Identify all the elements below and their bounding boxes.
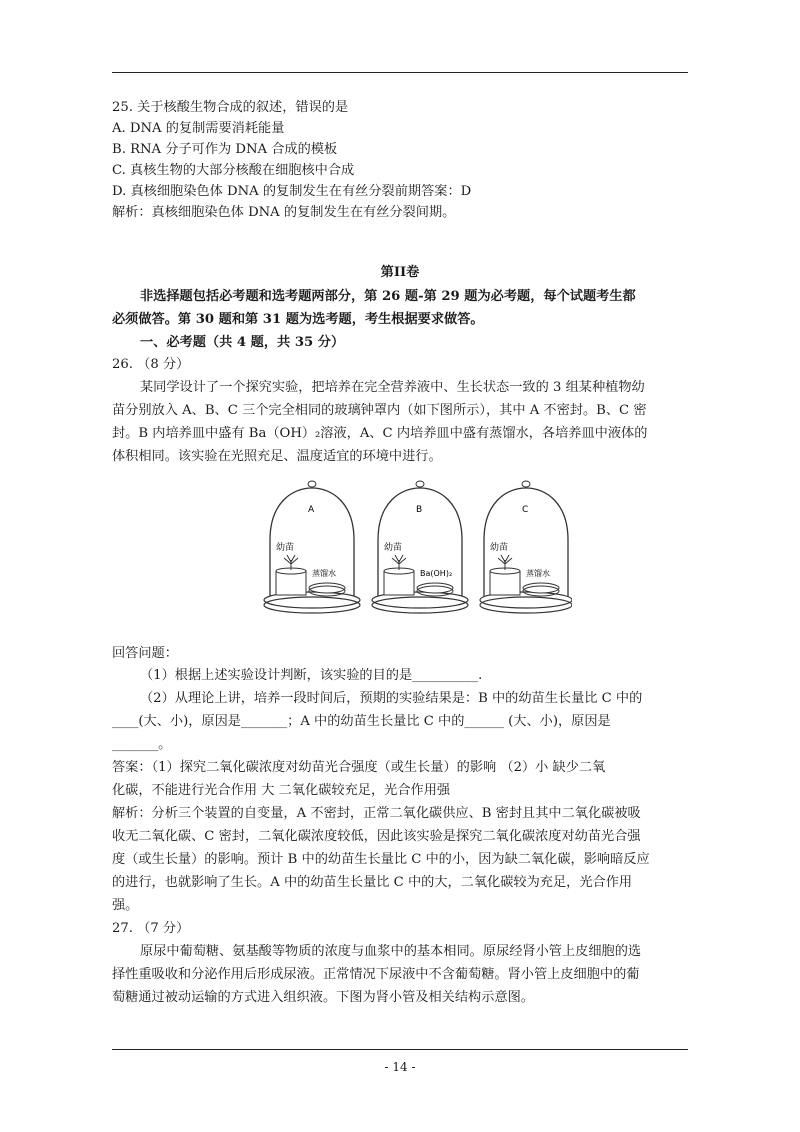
page-number: - 14 - (384, 1060, 416, 1074)
q25-option-c: C. 真核生物的大部分核酸在细胞核中合成 (112, 163, 355, 178)
footer-rule (112, 1049, 688, 1050)
bell-jar-figure (262, 478, 572, 628)
q26-stem-line2: 苗分别放入 A、B、C 三个完全相同的玻璃钟罩内（如下图所示），其中 A 不密封。B、C 密 (112, 403, 647, 418)
q26-analysis-line3: 度（或生长量）的影响。预计 B 中的幼苗生长量比 C 中的小，因为缺二氧化碳，影响暗反应 (112, 852, 650, 867)
section-sub-title: 一、必考题（共 4 题，共 35 分） (140, 335, 345, 350)
jar-c-plant-label: 幼苗 (490, 543, 509, 553)
jar-c-dish-label: 蒸馏水 (526, 569, 550, 578)
jar-a (264, 481, 360, 613)
q27-number: 27. （7 分） (112, 921, 190, 936)
q27-stem-line1: 原尿中葡萄糖、氨基酸等物质的浓度与血浆中的基本相同。原尿经肾小管上皮细胞的选 (140, 944, 642, 959)
q26-stem-line4: 体积相同。该实验在光照充足、温度适宜的环境中进行。 (112, 449, 442, 464)
q26-analysis-line4: 的进行，也就影响了生长。A 中的幼苗生长量比 C 中的大，二氧化碳较为充足，光合作用 (112, 875, 633, 890)
section-intro-line2: 必须做答。第 30 题和第 31 题为选考题，考生根据要求做答。 (112, 312, 484, 327)
jar-b-label: B (416, 505, 423, 515)
section-intro-line1: 非选择题包括必考题和选考题两部分，第 26 题-第 29 题为必考题，每个试题考生都 (140, 289, 636, 304)
jar-c-label: C (522, 505, 529, 515)
q25-analysis: 解析：真核细胞染色体 DNA 的复制发生在有丝分裂间期。 (112, 205, 456, 220)
q25-option-a: A. DNA 的复制需要消耗能量 (112, 121, 285, 136)
q26-sub1: （1）根据上述实验设计判断，该实验的目的是__________. (140, 668, 483, 683)
q26-answer-line2: 化碳，不能进行光合作用 大 二氧化碳较充足，光合作用强 (112, 783, 451, 798)
q26-answer-line1: 答案：（1）探究二氧化碳浓度对幼苗光合强度（或生长量）的影响 （2）小 缺少二氧 (112, 760, 606, 775)
q26-sub2-line2: ____(大、小)，原因是_______；A 中的幼苗生长量比 C 中的______ (大、小)，原因是 (112, 714, 611, 729)
jar-b-dish-label: Ba(OH)₂ (420, 569, 453, 578)
section-title: 第II卷 (380, 265, 420, 280)
header-rule (112, 72, 688, 73)
q26-analysis-line2: 收无二氧化碳、C 密封，二氧化碳浓度较低，因此该实验是探究二氧化碳浓度对幼苗光合强 (112, 829, 641, 844)
q25-option-d: D. 真核细胞染色体 DNA 的复制发生在有丝分裂前期答案：D (112, 184, 472, 199)
jar-a-label: A (308, 505, 315, 515)
jar-c (480, 481, 572, 613)
jar-a-dish-label: 蒸馏水 (312, 569, 336, 578)
q26-number: 26. （8 分） (112, 357, 190, 372)
q25-stem: 25. 关于核酸生物合成的叙述，错误的是 (112, 100, 349, 115)
q26-stem-line3: 封。B 内培养皿中盛有 Ba（OH）₂溶液，A、C 内培养皿中盛有蒸馏水，各培养皿中液体的 (112, 426, 648, 441)
jar-b (372, 481, 468, 613)
q27-stem-line2: 择性重吸收和分泌作用后形成尿液。正常情况下尿液中不含葡萄糖。肾小管上皮细胞中的葡 (112, 967, 640, 982)
q26-analysis-line5: 强。 (112, 898, 139, 913)
q27-stem-line3: 萄糖通过被动运输的方式进入组织液。下图为肾小管及相关结构示意图。 (112, 990, 534, 1005)
q26-analysis-line1: 解析：分析三个装置的自变量，A 不密封，正常二氧化碳供应、B 密封且其中二氧化碳被吸 (112, 806, 641, 821)
jar-b-plant-label: 幼苗 (384, 543, 403, 553)
q26-sub2-line1: （2）从理论上讲，培养一段时间后，预期的实验结果是：B 中的幼苗生长量比 C 中的 (140, 691, 643, 706)
q26-stem-line1: 某同学设计了一个探究实验，把培养在完全营养液中、生长状态一致的 3 组某种植物幼 (140, 380, 645, 395)
q26-answer-prompt: 回答问题： (112, 646, 178, 661)
jar-a-plant-label: 幼苗 (276, 543, 295, 553)
q25-option-b: B. RNA 分子可作为 DNA 合成的模板 (112, 142, 338, 157)
q26-sub2-line3: _______。 (112, 737, 172, 752)
